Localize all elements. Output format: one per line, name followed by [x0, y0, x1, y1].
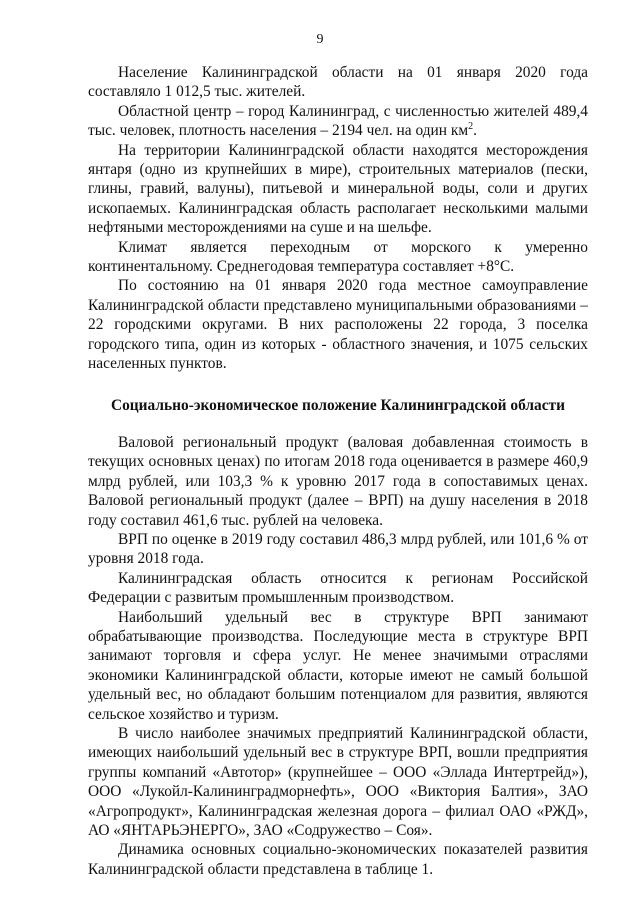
page-number: 9 — [316, 32, 324, 47]
km-superscript: 2 — [468, 121, 474, 133]
section-heading: Социально-экономическое положение Калининградской области — [111, 396, 565, 414]
paragraph-climate: Климат является переходным от морского к умеренно континентальному. Среднегодовая температура составляет +8°С. — [88, 238, 588, 276]
paragraph-capital — [88, 102, 588, 141]
paragraph-industry: Калининградская область относится к регионам Российской Федерации с развитым промышленным производством. — [88, 569, 588, 607]
paragraph-municipalities: По состоянию на 01 января 2020 года местное самоуправление Калининградской области представлено муниципальными образованиями – 22 городскими округами. В них расположены 22 города, 3 поселка городского типа, один из которых - областного значения, и 1075 сельских населенных пунктов. — [88, 277, 588, 373]
paragraph-structure: Наибольший удельный вес в структуре ВРП занимают обрабатывающие производства. Последующие места в структуре ВРП занимают торговля и сфера услуг. Не менее значимыми отраслями экономики Калининградской области, которые имеют не самый большой удельный вес, но обладают большим потенциалом для развития, являются сельское хозяйство и туризм. — [88, 608, 588, 723]
paragraph-resources: На территории Калининградской области находятся месторождения янтаря (одно из крупнейших в мире), строительных материалов (пески, глины, гравий, валуны), питьевой и минеральной воды, соли и других ископаемых. Калининградская область располагает несколькими малыми нефтяными месторождениями на суше и на шельфе. — [88, 141, 588, 237]
paragraph-population: Население Калининградской области на 01 января 2020 года составляло 1 012,5 тыс. жителей. — [88, 64, 588, 101]
paragraph-capital-text: Областной центр – город Калининград, с численностью жителей 489,4 тыс. человек, плотность населения – 2194 чел. на один км — [88, 102, 588, 140]
paragraph-grp: Валовой региональный продукт (валовая добавленная стоимость в текущих основных ценах) по итогам 2018 года оценивается в размере 460,9 млрд рублей, или 103,3 % к уровню 2017 года в сопоставимых ценах. Валовой региональный продукт (далее – ВРП) на душу населения в 2018 году составил 461,6 тыс. рублей на человека. — [88, 433, 588, 529]
paragraph-enterprises: В число наиболее значимых предприятий Калининградской области, имеющих наибольший удельный вес в структуре ВРП, вошли предприятия группы компаний «Автотор» (крупнейшее – ООО «Эллада Интертрейд»), ООО «Лукойл-Калининградморнефть», ООО «Виктория Балтия», ЗАО «Агропродукт», Калининградская железная дорога – филиал ОАО «РЖД», АО «ЯНТАРЬЭНЕРГО», ЗАО «Содружество – Соя». — [88, 725, 588, 840]
paragraph-grp-2019: ВРП по оценке в 2019 году составил 486,3 млрд рублей, или 101,6 % от уровня 2018 года. — [88, 530, 588, 568]
paragraph-capital-tail: . — [473, 122, 477, 140]
paragraph-dynamics: Динамика основных социально-экономических показателей развития Калининградской области представлена в таблице 1. — [88, 841, 588, 878]
page-content — [88, 63, 588, 879]
